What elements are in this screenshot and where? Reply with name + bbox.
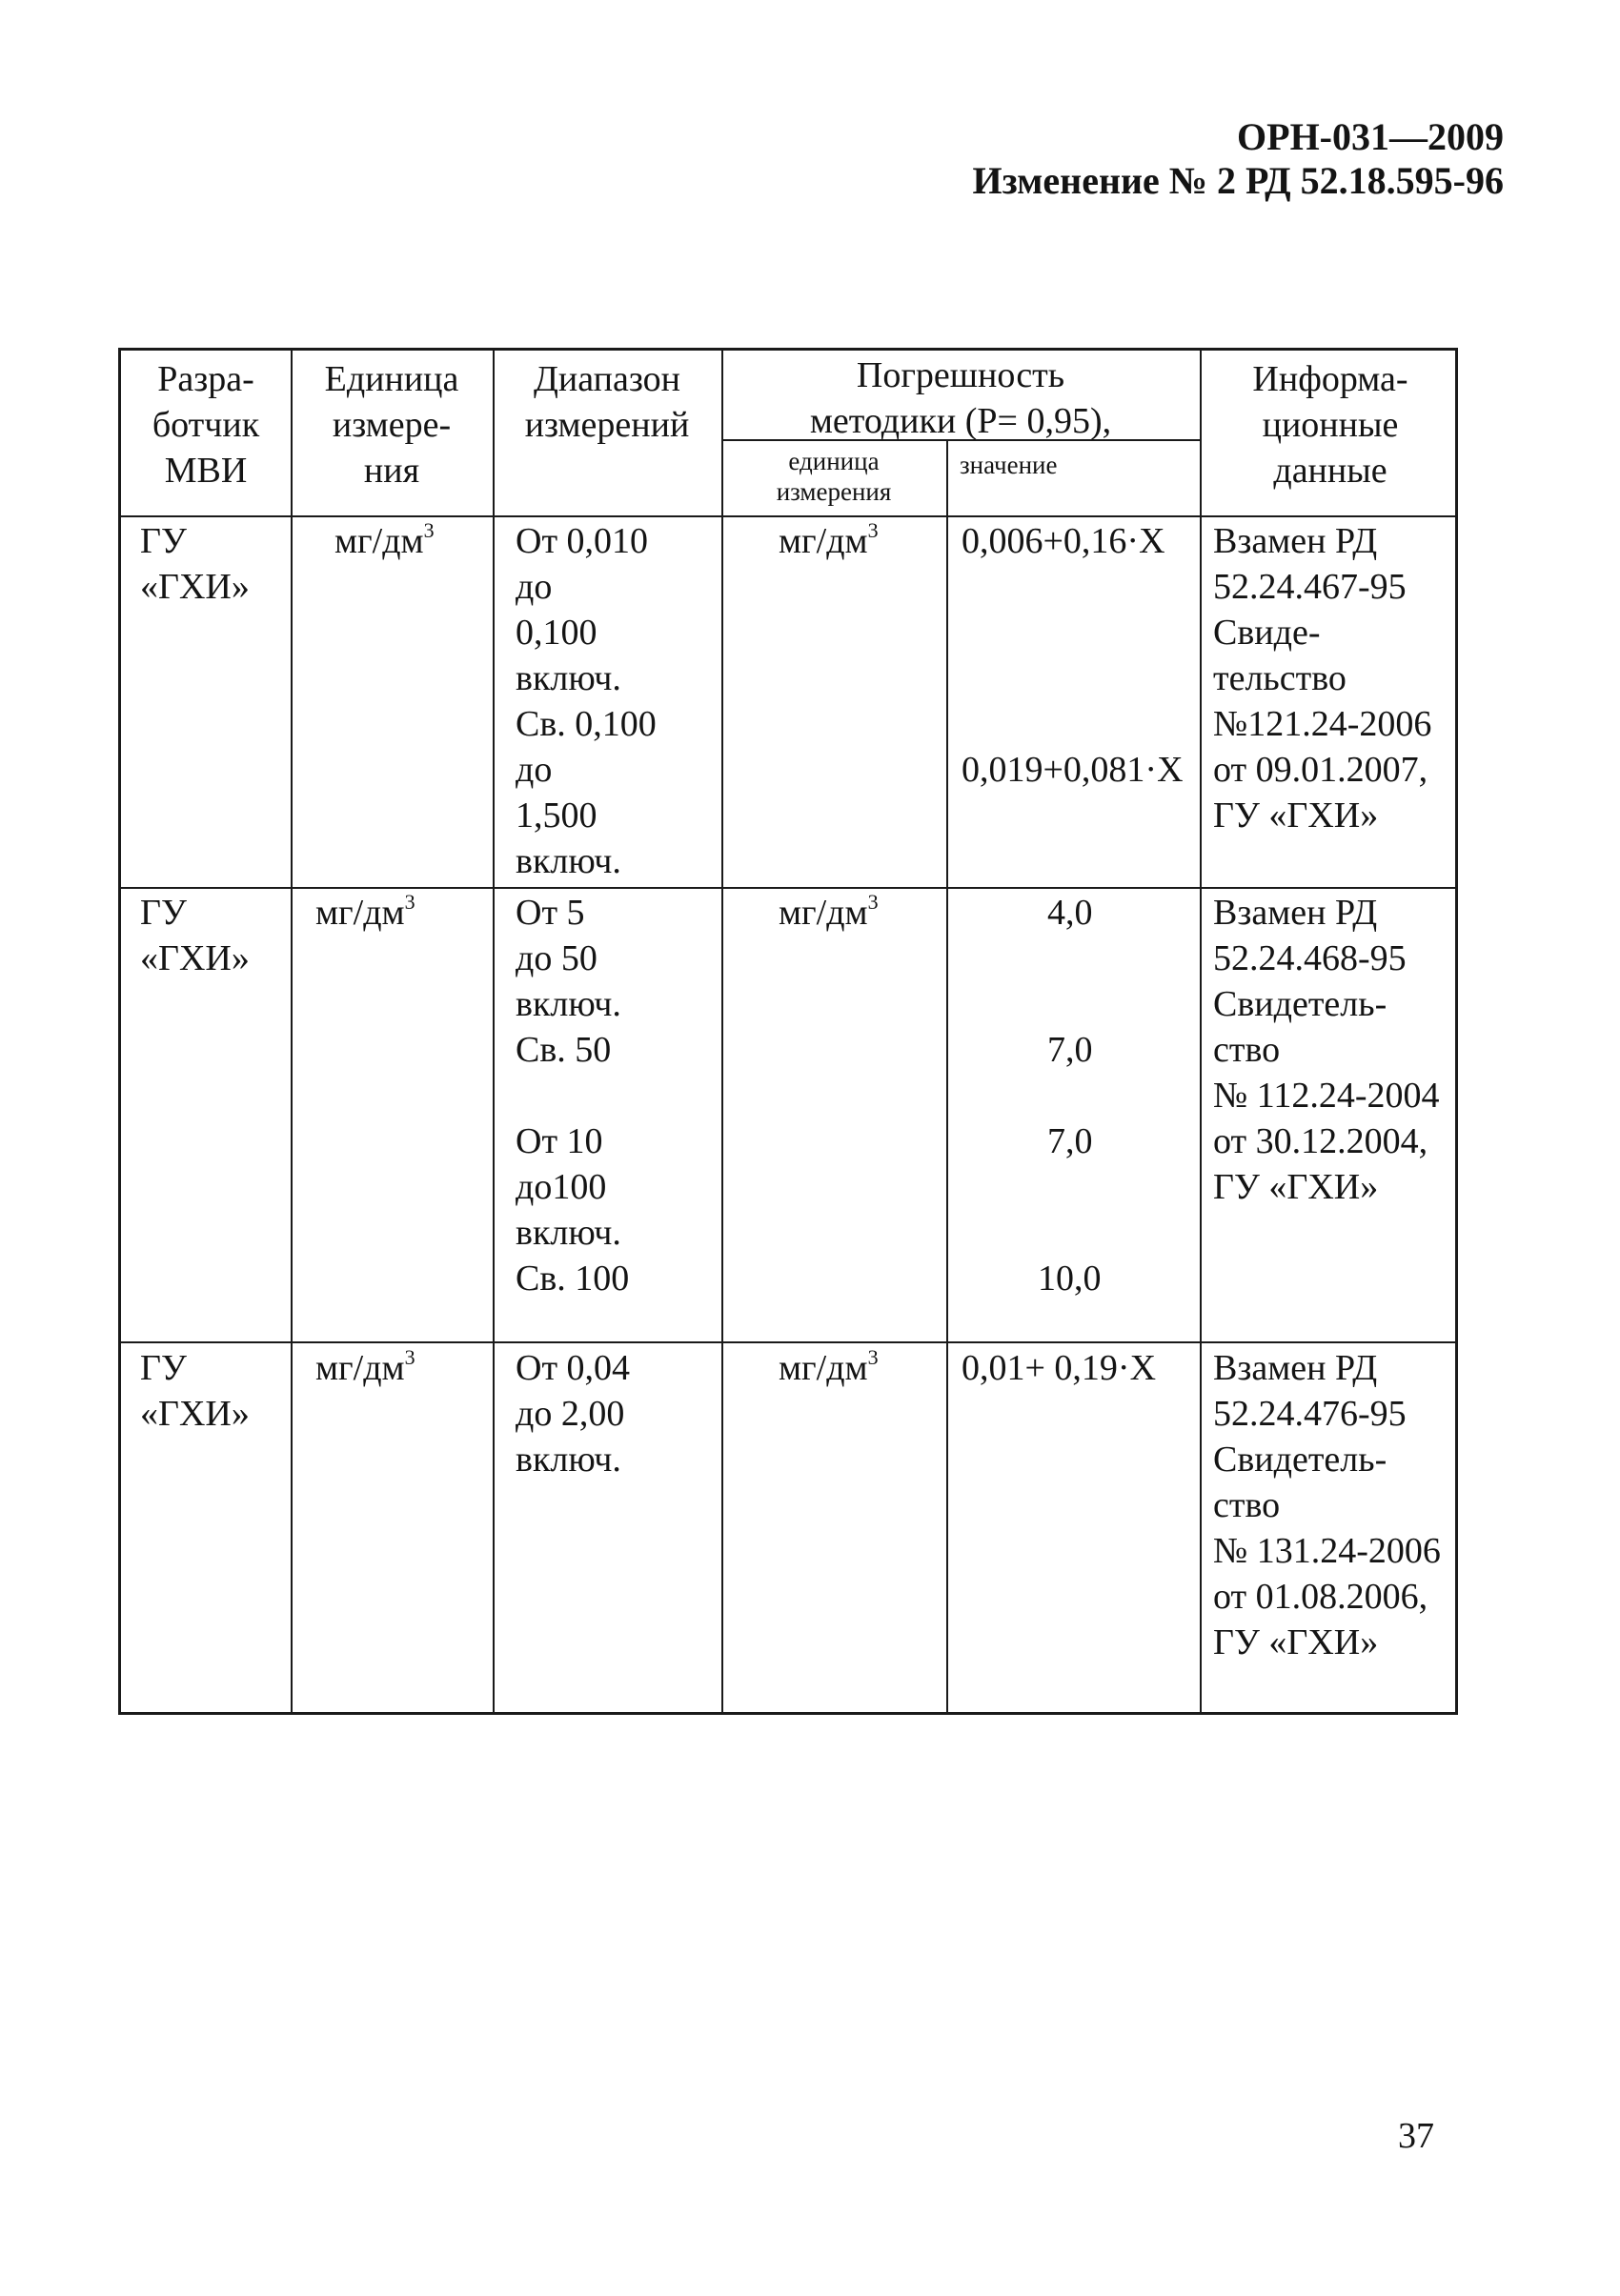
unit-exponent: 3 bbox=[867, 1345, 879, 1369]
unit-text: мг/дм bbox=[334, 521, 424, 561]
column-divider bbox=[721, 351, 723, 1712]
header-developer: Разра- ботчик МВИ bbox=[152, 359, 260, 491]
page-number: 37 bbox=[1398, 2116, 1434, 2156]
info-cell: Взамен РД 52.24.467-95 Свиде- тельство №121.24-2006 от 09.01.2007, ГУ «ГХИ» bbox=[1213, 521, 1432, 836]
unit-cell bbox=[315, 1345, 415, 1391]
unit-exponent: 3 bbox=[867, 890, 879, 914]
column-divider bbox=[493, 351, 495, 1712]
header-row-divider bbox=[121, 515, 1455, 517]
unit-cell bbox=[334, 518, 435, 564]
error-value-cell: 10,0 bbox=[1038, 1259, 1102, 1299]
column-divider bbox=[1200, 351, 1202, 1712]
error-value-cell: 7,0 bbox=[1047, 1030, 1093, 1070]
error-unit-cell bbox=[779, 890, 879, 936]
measurement-methods-table bbox=[118, 348, 1458, 1715]
unit-text: мг/дм bbox=[315, 1348, 405, 1388]
amendment-title: Изменение № 2 РД 52.18.595-96 bbox=[972, 159, 1504, 202]
developer-cell: ГУ «ГХИ» bbox=[140, 521, 250, 607]
header-error: Погрешность методики (Р= 0,95), bbox=[809, 355, 1112, 441]
unit-exponent: 3 bbox=[867, 518, 879, 542]
header-unit: Единица измере- ния bbox=[324, 359, 459, 491]
info-cell: Взамен РД 52.24.476-95 Свидетель- ство № 131.24-2006 от 01.08.2006, ГУ «ГХИ» bbox=[1213, 1348, 1441, 1662]
error-value-cell: 7,0 bbox=[1047, 1121, 1093, 1161]
info-cell: Взамен РД 52.24.468-95 Свидетель- ство № 112.24-2004 от 30.12.2004, ГУ «ГХИ» bbox=[1213, 893, 1440, 1207]
unit-text: мг/дм bbox=[779, 893, 868, 933]
error-value-cell: 0,006+0,16·X bbox=[962, 521, 1165, 561]
error-unit-cell bbox=[779, 518, 879, 564]
error-value-cell: 0,019+0,081·X bbox=[962, 750, 1184, 790]
unit-text: мг/дм bbox=[315, 893, 405, 933]
column-divider bbox=[291, 351, 293, 1712]
unit-exponent: 3 bbox=[404, 890, 415, 914]
unit-text: мг/дм bbox=[779, 1348, 868, 1388]
document-code: ОРН-031—2009 bbox=[1237, 115, 1504, 158]
header-info: Информа- ционные данные bbox=[1252, 359, 1408, 491]
subcolumn-divider bbox=[946, 441, 948, 1712]
unit-exponent: 3 bbox=[423, 518, 435, 542]
developer-cell: ГУ «ГХИ» bbox=[140, 893, 250, 978]
range-cell: От 0,010 до 0,100 включ. Св. 0,100 до 1,500 включ. bbox=[516, 521, 657, 881]
unit-cell bbox=[315, 890, 415, 936]
row-divider bbox=[121, 1341, 1455, 1343]
error-unit-cell bbox=[779, 1345, 879, 1391]
header-error-value: значение bbox=[960, 451, 1058, 479]
error-value-cell: 0,01+ 0,19·X bbox=[962, 1348, 1157, 1388]
error-value-cell: 4,0 bbox=[1047, 893, 1093, 933]
unit-exponent: 3 bbox=[404, 1345, 415, 1369]
header-range: Диапазон измерений bbox=[524, 359, 690, 445]
developer-cell: ГУ «ГХИ» bbox=[140, 1348, 250, 1434]
unit-text: мг/дм bbox=[779, 521, 868, 561]
range-cell: От 5 до 50 включ. Св. 50 От 10 до100 включ. Св. 100 bbox=[516, 893, 630, 1299]
row-divider bbox=[121, 887, 1455, 889]
range-cell: От 0,04 до 2,00 включ. bbox=[516, 1348, 631, 1480]
header-error-unit: единица измерения bbox=[776, 447, 892, 506]
